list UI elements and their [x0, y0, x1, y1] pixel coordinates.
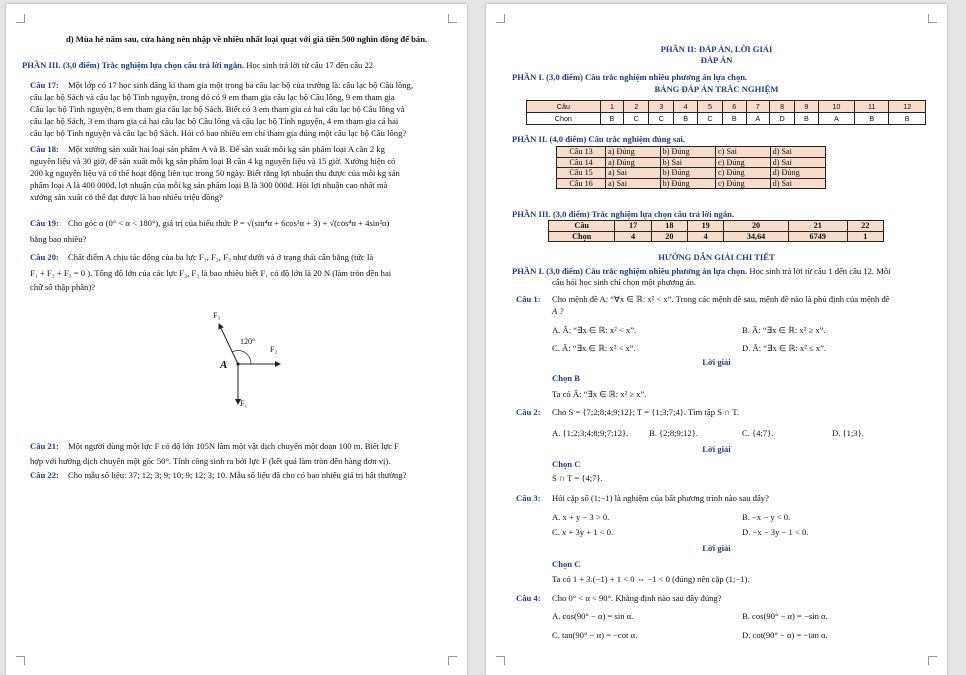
- tf-question-cell: Câu 14: [557, 157, 606, 168]
- crop-mark: [16, 14, 25, 23]
- right-page: [486, 4, 947, 675]
- crop-mark: [448, 656, 457, 665]
- mc-answer-table: [526, 100, 926, 125]
- mc-question-cell: 8: [770, 101, 795, 113]
- q18-line-5: xưởng sản xuất có thể đạt được là bao nhiêu triệu đồng?: [30, 192, 223, 202]
- q21-line-2: hợp với hướng dịch chuyển một góc 50°. Tính công sinh ra bởi lực F (kết quả làm tròn đến hàng đơn vị).: [30, 456, 391, 466]
- q20-label: Câu 20:: [30, 252, 59, 262]
- q22-label: Câu 22:: [30, 470, 59, 480]
- short-question-row: [549, 221, 884, 232]
- mc-question-cell: 10: [818, 101, 854, 113]
- tf-answer-cell: d) Sai: [770, 157, 825, 168]
- mc-answer-cell: B: [723, 113, 746, 125]
- short-answer-cell: 4: [615, 231, 651, 242]
- tf-question-cell: Câu 13: [557, 147, 606, 158]
- part3-heading-line: [22, 60, 373, 71]
- q1-option-a: A. Ā: “∃x ∈ ℝ: x² < x”.: [552, 325, 637, 335]
- guide-part1-note: Học sinh trả lời từ câu 1 đến câu 12. Mỗi: [749, 266, 891, 276]
- tf-answer-cell: b) Sai: [660, 157, 715, 168]
- q3-option-c: C. x + 3y + 1 < 0.: [552, 527, 614, 537]
- short-question-cell: 21: [788, 221, 847, 232]
- short-question-cell: 20: [724, 221, 788, 232]
- short-question-cell: 22: [847, 221, 883, 232]
- short-answer-table: [548, 220, 884, 242]
- mc-answer-cell: C: [624, 113, 649, 125]
- q19-line-1: Cho góc α (0° < α < 180°), giá trị của biểu thức P = √(sin⁴α + 6cos²α + 3) + √(cos⁴α + 4sin²α): [68, 218, 390, 228]
- table-row: [557, 178, 826, 189]
- table-row-label: Câu: [549, 221, 615, 232]
- q3-solution-label: Lời giải: [702, 543, 731, 553]
- mc-answer-cell: A: [818, 113, 854, 125]
- q1-text: Cho mệnh đề A: “∀x ∈ ℝ: x² < x”. Trong các mệnh đề sau, mệnh đề nào là phủ định của mệnh đề: [552, 294, 890, 304]
- tf-answer-cell: b) Đúng: [660, 147, 715, 158]
- q17-line-4: câu lạc bộ Sách, 3 em tham gia cả hai câu lạc bộ Cầu lông và câu lạc bộ Tình nguyện, 4 em tham gia cả hai: [30, 116, 399, 126]
- q18-line-4: phẩm loại A là 400 000đ, lợi nhuận của mỗi kg sản phẩm loại B là 300 000đ. Hỏi lợi nhuận cao nhất mà: [30, 180, 388, 190]
- mc-question-cell: 4: [674, 101, 697, 113]
- tf-answer-table: [556, 146, 826, 189]
- q2-solution-label: Lời giải: [702, 444, 731, 454]
- q4-option-c: C. tan(90° − α) = −cot α.: [552, 630, 638, 640]
- mc-question-cell: 9: [795, 101, 818, 113]
- short-answer-cell: 34,64: [724, 231, 788, 242]
- point-a-dot: [236, 362, 239, 365]
- crop-mark: [496, 14, 505, 23]
- short-answer-cell: 20: [651, 231, 687, 242]
- crop-mark: [928, 656, 937, 665]
- part3-heading: PHẦN III. (3,0 điểm) Trắc nghiệm lựa chọn câu trả lời ngắn.: [22, 60, 245, 70]
- q19-line-2: bằng bao nhiêu?: [30, 234, 87, 244]
- mc-question-cell: 5: [697, 101, 722, 113]
- q4-label: Câu 4:: [516, 593, 541, 603]
- mc-answer-cell: A: [746, 113, 769, 125]
- q4-option-a: A. cos(90° − α) = sin α.: [552, 611, 634, 621]
- short-answer-cell: 4: [688, 231, 724, 242]
- q17-label: Câu 17:: [30, 80, 59, 90]
- crop-mark: [928, 14, 937, 23]
- q1-label: Câu 1:: [516, 294, 541, 304]
- angle-label: 120°: [240, 337, 256, 346]
- table-row-label: Chọn: [549, 231, 615, 242]
- point-a-label: A: [220, 359, 228, 371]
- tf-question-cell: Câu 16: [557, 178, 606, 189]
- q3-option-b: B. −x − y < 0.: [742, 512, 791, 522]
- q1-option-c: C. Ā: “∃x ∈ ℝ: x² < x”.: [552, 343, 636, 353]
- table-row: [557, 168, 826, 179]
- q2-label: Câu 2:: [516, 407, 541, 417]
- q3-text: Hỏi cặp số (1;−1) là nghiệm của bất phương trình nào sau đây?: [552, 493, 769, 503]
- mc-answer-cell: C: [697, 113, 722, 125]
- guide-part1-heading: PHẦN I. (3,0 điểm) Câu trắc nghiệm nhiều phương án lựa chọn.: [512, 266, 748, 276]
- left-page: [6, 4, 467, 675]
- part1-heading: PHẦN I. (3,0 điểm) Câu trắc nghiệm nhiều phương án lựa chọn.: [512, 72, 748, 82]
- tf-answer-cell: c) Sai: [716, 147, 771, 158]
- q4-option-d: D. cot(90° − α) = −tan α.: [742, 630, 828, 640]
- mc-answer-cell: B: [889, 113, 926, 125]
- short-question-cell: 17: [615, 221, 651, 232]
- q3-option-d: D. −x − 3y − 1 < 0.: [742, 527, 809, 537]
- table-row: [557, 147, 826, 158]
- crop-mark: [16, 656, 25, 665]
- mc-answer-cell: B: [674, 113, 697, 125]
- short-question-cell: 19: [688, 221, 724, 232]
- q17-line-3: Câu lạc bộ Tình nguyện, 8 em tham gia câu lạc bộ Sách. Biết có 3 em tham gia cả hai câu lạc bộ Cầu lông và: [30, 104, 405, 114]
- q21-label: Câu 21:: [30, 441, 59, 451]
- mc-answer-cell: B: [855, 113, 889, 125]
- short-answer-cell: 6749: [788, 231, 847, 242]
- q1-text-2: A ?: [552, 306, 564, 316]
- q1-choice: Chọn B: [552, 373, 580, 383]
- crop-mark: [448, 14, 457, 23]
- q2-option-b: B. {2;8;9;12}.: [649, 428, 699, 438]
- short-answer-cell: 1: [847, 231, 883, 242]
- mc-answer-cell: C: [649, 113, 674, 125]
- tf-question-cell: Câu 15: [557, 168, 606, 179]
- q2-choice: Chọn C: [552, 459, 581, 469]
- guide-title: HƯỚNG DẪN GIẢI CHI TIẾT: [658, 252, 775, 262]
- q17-line-5: câu lạc bộ Tình nguyện và câu lạc bộ Sách. Hỏi có bao nhiêu em chỉ tham gia đúng một câu lạc bộ Cầu lông?: [30, 128, 407, 138]
- q18-line-3: 200 kg nguyên liệu và có thể hoạt động liên tục trong 50 ngày. Biết rằng lợi nhuận thu được của mỗi kg sản: [30, 168, 400, 178]
- answer-key-heading: ĐÁP ÁN: [700, 55, 733, 65]
- tf-answer-cell: d) Sai: [770, 147, 825, 158]
- q1-explain: Ta có Ā: “∃x ∈ ℝ: x² ≥ x”.: [552, 389, 647, 399]
- q2-explain: S ∩ T = {4;7}.: [552, 473, 603, 483]
- q22-text: Cho mẫu số liệu: 37; 12; 3; 9; 10; 9; 12; 3; 10. Mẫu số liệu đã cho có bao nhiêu giá trị bất thường?: [68, 470, 407, 480]
- mc-question-row: [527, 101, 926, 113]
- q3-label: Câu 3:: [516, 493, 541, 503]
- q21-line-1: Một người dùng một lực F có độ lớn 105N làm một vật dịch chuyển một đoạn 100 m. Biết lực F: [68, 441, 399, 451]
- answers-heading: PHẦN II: ĐÁP ÁN, LỜI GIẢI: [660, 44, 773, 54]
- mc-answer-cell: B: [795, 113, 818, 125]
- short-question-cell: 18: [651, 221, 687, 232]
- tf-answer-cell: b) Đúng: [660, 178, 715, 189]
- table-row-label: Chọn: [527, 113, 601, 125]
- mc-question-cell: 3: [649, 101, 674, 113]
- q17-line-2: câu lạc bộ Sách và câu lạc bộ Tình nguyện, trong đó có 9 em tham gia câu lạc bộ Cầu lông, 9 em tham gia: [30, 92, 395, 102]
- q2-option-c: C. {4;7}.: [742, 428, 774, 438]
- tf-answer-cell: c) Đúng: [716, 157, 771, 168]
- tf-answer-cell: d) Đúng: [770, 168, 825, 179]
- q2-option-a: A. {1;2;3;4;8;9;7;12}.: [552, 428, 629, 438]
- item-d-text: d) Mùa hè năm sau, cửa hàng nên nhập về nhiều nhất loại quạt với giá tiền 500 nghìn đồng để bán.: [66, 34, 428, 44]
- table-row-label: Câu: [527, 101, 601, 113]
- mc-question-cell: 6: [723, 101, 746, 113]
- q3-choice: Chọn C: [552, 559, 581, 569]
- q17-line-1: Một lớp có 17 học sinh đăng kí tham gia một trong ba câu lạc bộ của trường là: câu lạc bộ Cầu lông,: [68, 80, 414, 90]
- q19-label: Câu 19:: [30, 218, 59, 228]
- q3-explain: Ta có 1 + 3.(−1) + 1 < 0 ⇔ −1 < 0 (đúng) nên cặp (1;−1).: [552, 574, 750, 584]
- q1-option-b: B. Ā: “∃x ∈ ℝ: x² ≥ x”.: [742, 325, 826, 335]
- q20-line-2: F₁ + F₂ + F₃ = 0 ). Tổng độ lớn của các lực F₂, F₃ là bao nhiêu biết F₁ có độ lớn là 20 N (làm tròn đến hai: [30, 268, 392, 278]
- tf-answer-cell: a) Sai: [606, 178, 661, 189]
- q2-option-d: D. {1;3}.: [832, 428, 864, 438]
- mc-answer-cell: B: [600, 113, 623, 125]
- f1-label: F₁: [240, 399, 248, 408]
- q18-line-2: nguyên liệu và 30 giờ, để sản xuất mỗi kg sản phẩm loại B cần 4 kg nguyên liệu và 15 giờ. Xưởng hiện có: [30, 156, 396, 166]
- tf-answer-cell: d) Sai: [770, 178, 825, 189]
- part3-heading: PHẦN III. (3,0 điểm) Trắc nghiệm lựa chọn câu trả lời ngắn.: [512, 209, 735, 219]
- q18-label: Câu 18:: [30, 144, 59, 154]
- q2-text: Cho S = {7;2;8;4;9;12}; T = {1;3;7;4}. Tìm tập S ∩ T.: [552, 407, 740, 417]
- tf-answer-cell: a) Đúng: [606, 157, 661, 168]
- mc-table-title: BẢNG ĐÁP ÁN TRẮC NGHIỆM: [654, 84, 779, 94]
- q20-line-3: chữ số thập phân)?: [30, 282, 96, 292]
- q4-option-b: B. cos(90° − α) = −sin α.: [742, 611, 828, 621]
- guide-part1-line: [512, 266, 891, 277]
- q1-option-d: D. Ā: “∃x ∈ ℝ: x² ≤ x”.: [742, 343, 827, 353]
- table-row: [557, 157, 826, 168]
- mc-question-cell: 11: [855, 101, 889, 113]
- mc-question-cell: 7: [746, 101, 769, 113]
- tf-answer-cell: a) Đúng: [606, 147, 661, 158]
- force-f3-arrow: [219, 324, 238, 364]
- f3-label: F₃: [213, 311, 221, 320]
- part2-heading: PHẦN II. (4,0 điểm) Câu trắc nghiệm đúng sai.: [512, 134, 686, 144]
- q4-text: Cho 0° < α < 90°. Khẳng định nào sau đây đúng?: [552, 593, 722, 603]
- tf-answer-cell: c) Đúng: [716, 178, 771, 189]
- tf-answer-cell: a) Sai: [606, 168, 661, 179]
- part3-note: Học sinh trả lời từ câu 17 đến câu 22: [246, 60, 374, 70]
- q20-line-1: Chất điểm A chịu tác động của ba lực F₁, F₂, F₃ như dưới và ở trạng thái cân bằng (tức là: [68, 252, 374, 262]
- mc-answer-cell: D: [770, 113, 795, 125]
- mc-question-cell: 2: [624, 101, 649, 113]
- q3-option-a: A. x + y − 3 > 0.: [552, 512, 610, 522]
- crop-mark: [496, 656, 505, 665]
- guide-part1-note-2: câu hỏi học sinh chỉ chọn một phương án.: [552, 277, 697, 287]
- mc-question-cell: 12: [889, 101, 926, 113]
- q1-solution-label: Lời giải: [702, 357, 731, 367]
- tf-answer-cell: c) Đúng: [716, 168, 771, 179]
- mc-answer-row: [527, 113, 926, 125]
- mc-question-cell: 1: [600, 101, 623, 113]
- short-answer-row: [549, 231, 884, 242]
- q18-line-1: Một xưởng sản xuất hai loại sản phẩm A và B. Để sản xuất mỗi kg sản phẩm loại A cần 2 kg: [68, 144, 385, 154]
- f2-label: F₂: [270, 345, 278, 354]
- tf-answer-cell: b) Đúng: [660, 168, 715, 179]
